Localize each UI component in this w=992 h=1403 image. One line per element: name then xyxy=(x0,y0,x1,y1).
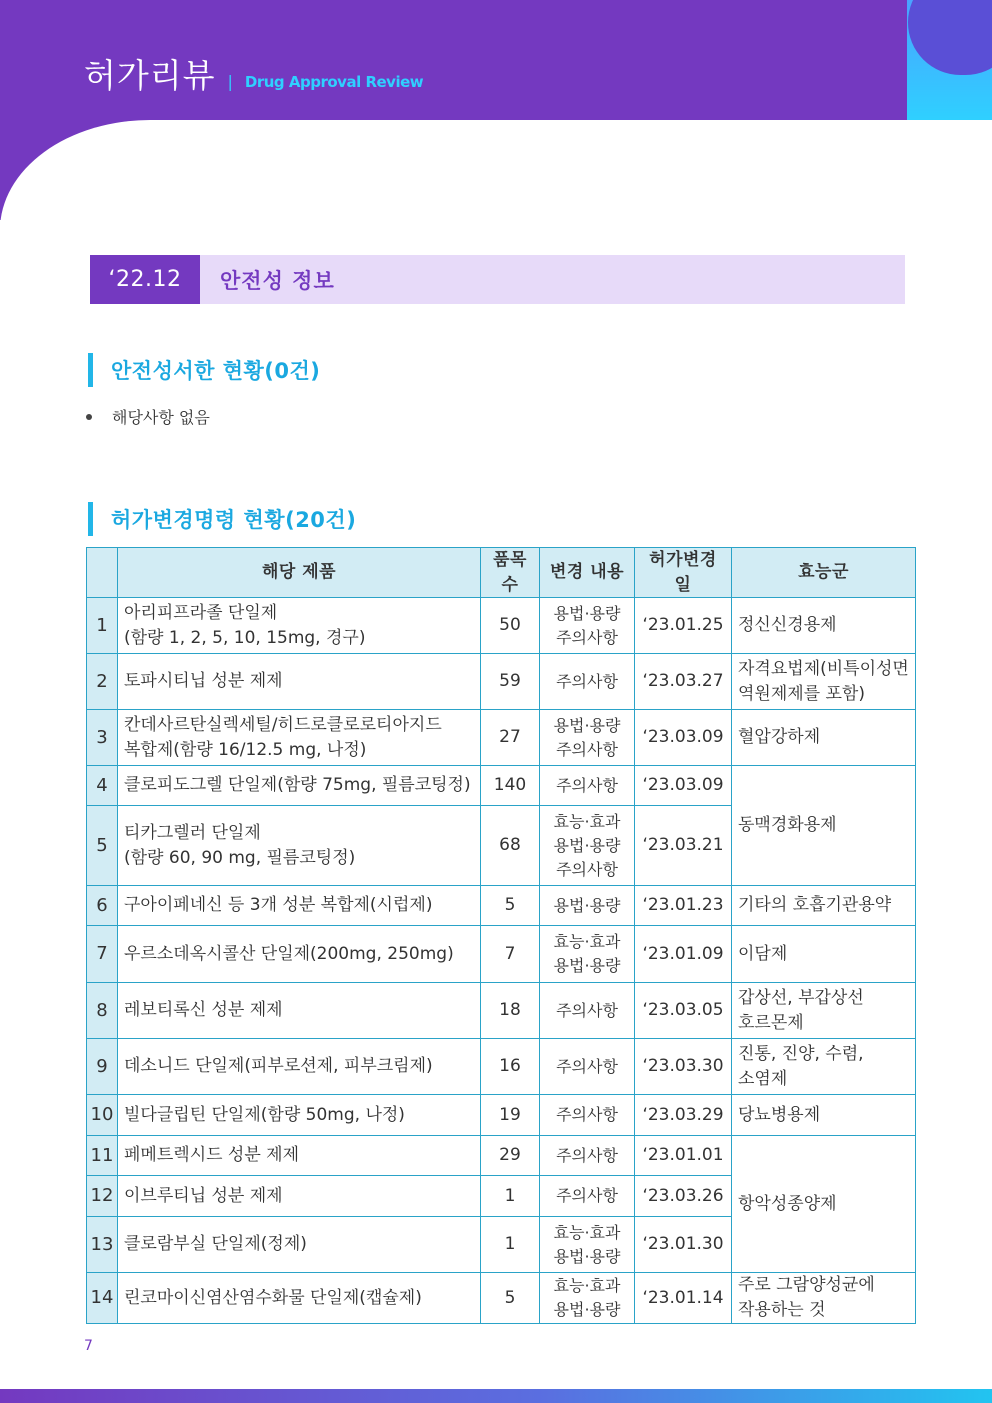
row-no: 9 xyxy=(87,1039,118,1095)
row-date: ‘23.01.09 xyxy=(635,926,732,983)
row-product: 토파시티닙 성분 제제 xyxy=(118,654,481,710)
row-change: 주의사항 xyxy=(540,766,635,806)
row-product: 구아이페네신 등 3개 성분 복합제(시럽제) xyxy=(118,886,481,926)
safety-letter-heading xyxy=(88,353,320,387)
bullet-dot-icon xyxy=(86,414,92,420)
row-category-merged: 동맥경화용제 xyxy=(732,766,916,886)
row-date: ‘23.03.21 xyxy=(635,806,732,886)
row-change: 효능·효과 용법·용량 xyxy=(540,926,635,983)
row-date: ‘23.01.23 xyxy=(635,886,732,926)
row-no: 4 xyxy=(87,766,118,806)
row-date: ‘23.01.30 xyxy=(635,1217,732,1273)
change-order-heading-text: 허가변경명령 현황(20건) xyxy=(111,508,357,532)
heading-bar xyxy=(88,502,93,536)
change-order-table xyxy=(86,547,916,1324)
row-date: ‘23.03.26 xyxy=(635,1176,732,1217)
row-count: 140 xyxy=(481,766,540,806)
row-category-merged: 항악성종양제 xyxy=(732,1136,916,1273)
row-product: 클로람부실 단일제(정제) xyxy=(118,1217,481,1273)
row-category: 갑상선, 부갑상선 호르몬제 xyxy=(732,983,916,1039)
row-count: 16 xyxy=(481,1039,540,1095)
row-change: 효능·효과 용법·용량 xyxy=(540,1273,635,1323)
row-no: 6 xyxy=(87,886,118,926)
row-product: 린코마이신염산염수화물 단일제(캡슐제) xyxy=(118,1273,481,1323)
row-change: 용법·용량 주의사항 xyxy=(540,598,635,654)
row-no: 10 xyxy=(87,1095,118,1136)
table-header-row xyxy=(87,548,916,598)
row-count: 29 xyxy=(481,1136,540,1176)
row-no: 8 xyxy=(87,983,118,1039)
row-count: 27 xyxy=(481,710,540,766)
heading-bar xyxy=(88,353,93,387)
row-product: 우르소데옥시콜산 단일제(200mg, 250mg) xyxy=(118,926,481,983)
row-change: 주의사항 xyxy=(540,1095,635,1136)
row-product: 레보티록신 성분 제제 xyxy=(118,983,481,1039)
row-change: 효능·효과 용법·용량 xyxy=(540,1217,635,1273)
row-date: ‘23.01.14 xyxy=(635,1273,732,1323)
table-row xyxy=(87,1136,916,1176)
col-header-category: 효능군 xyxy=(732,548,916,598)
row-no: 1 xyxy=(87,598,118,654)
table-row xyxy=(87,766,916,806)
row-change: 용법·용량 xyxy=(540,886,635,926)
footer-gradient-bar xyxy=(0,1389,992,1403)
page-number: 7 xyxy=(84,1338,93,1354)
header-separator: | xyxy=(227,72,233,91)
row-product: 칸데사르탄실렉세틸/히드로클로로티아지드 복합제(함량 16/12.5 mg, 나정) xyxy=(118,710,481,766)
col-header-no: . xyxy=(87,548,118,598)
row-change: 주의사항 xyxy=(540,983,635,1039)
table-row xyxy=(87,598,916,654)
change-order-heading xyxy=(88,502,356,536)
row-category: 자격요법제(비특이성면 역원제제를 포함) xyxy=(732,654,916,710)
table-row xyxy=(87,654,916,710)
bullet-text: 해당사항 없음 xyxy=(112,408,210,427)
col-header-product: 해당 제품 xyxy=(118,548,481,598)
row-product: 데소니드 단일제(피부로션제, 피부크림제) xyxy=(118,1039,481,1095)
row-no: 11 xyxy=(87,1136,118,1176)
row-no: 5 xyxy=(87,806,118,886)
bullet-item xyxy=(86,405,210,428)
safety-letter-heading-text: 안전성서한 현황(0건) xyxy=(111,359,321,383)
row-change: 주의사항 xyxy=(540,1039,635,1095)
row-change: 용법·용량 주의사항 xyxy=(540,710,635,766)
row-count: 1 xyxy=(481,1217,540,1273)
row-date: ‘23.01.01 xyxy=(635,1136,732,1176)
row-product: 페메트렉시드 성분 제제 xyxy=(118,1136,481,1176)
row-change: 주의사항 xyxy=(540,1176,635,1217)
table-row xyxy=(87,1273,916,1323)
row-change: 주의사항 xyxy=(540,654,635,710)
row-product: 이브루티닙 성분 제제 xyxy=(118,1176,481,1217)
table-row xyxy=(87,886,916,926)
row-count: 5 xyxy=(481,886,540,926)
row-date: ‘23.03.09 xyxy=(635,766,732,806)
row-category: 이담제 xyxy=(732,926,916,983)
table-row xyxy=(87,1039,916,1095)
row-date: ‘23.03.30 xyxy=(635,1039,732,1095)
banner-title: 안전성 정보 xyxy=(220,268,335,293)
row-no: 7 xyxy=(87,926,118,983)
row-no: 2 xyxy=(87,654,118,710)
row-count: 50 xyxy=(481,598,540,654)
row-count: 7 xyxy=(481,926,540,983)
row-no: 12 xyxy=(87,1176,118,1217)
row-no: 3 xyxy=(87,710,118,766)
row-product: 클로피도그렐 단일제(함량 75mg, 필름코팅정) xyxy=(118,766,481,806)
row-count: 18 xyxy=(481,983,540,1039)
header-curve xyxy=(0,120,992,260)
row-product: 티카그렐러 단일제 (함량 60, 90 mg, 필름코팅정) xyxy=(118,806,481,886)
row-category: 진통, 진양, 수렴, 소염제 xyxy=(732,1039,916,1095)
row-count: 5 xyxy=(481,1273,540,1323)
row-count: 59 xyxy=(481,654,540,710)
header-title xyxy=(84,50,423,97)
row-date: ‘23.03.29 xyxy=(635,1095,732,1136)
col-header-date: 허가변경일 xyxy=(635,548,732,598)
row-no: 14 xyxy=(87,1273,118,1323)
row-change: 주의사항 xyxy=(540,1136,635,1176)
col-header-count: 품목수 xyxy=(481,548,540,598)
table-row xyxy=(87,983,916,1039)
row-date: ‘23.03.09 xyxy=(635,710,732,766)
row-category: 당뇨병용제 xyxy=(732,1095,916,1136)
banner-date: ‘22.12 xyxy=(90,255,200,304)
header-title-english: Drug Approval Review xyxy=(244,73,424,91)
row-count: 1 xyxy=(481,1176,540,1217)
row-category: 정신신경용제 xyxy=(732,598,916,654)
row-count: 68 xyxy=(481,806,540,886)
header-title-korean: 허가리뷰 xyxy=(84,56,216,95)
row-category: 주로 그람양성균에 작용하는 것 xyxy=(732,1273,916,1323)
row-change: 효능·효과 용법·용량 주의사항 xyxy=(540,806,635,886)
row-category: 기타의 호흡기관용약 xyxy=(732,886,916,926)
row-date: ‘23.03.05 xyxy=(635,983,732,1039)
row-date: ‘23.01.25 xyxy=(635,598,732,654)
table-row xyxy=(87,1095,916,1136)
table-row xyxy=(87,926,916,983)
table-row xyxy=(87,710,916,766)
row-date: ‘23.03.27 xyxy=(635,654,732,710)
row-product: 아리피프라졸 단일제 (함량 1, 2, 5, 10, 15mg, 경구) xyxy=(118,598,481,654)
section-banner xyxy=(90,255,905,304)
row-count: 19 xyxy=(481,1095,540,1136)
row-no: 13 xyxy=(87,1217,118,1273)
row-product: 빌다글립틴 단일제(함량 50mg, 나정) xyxy=(118,1095,481,1136)
row-category: 혈압강하제 xyxy=(732,710,916,766)
col-header-change: 변경 내용 xyxy=(540,548,635,598)
